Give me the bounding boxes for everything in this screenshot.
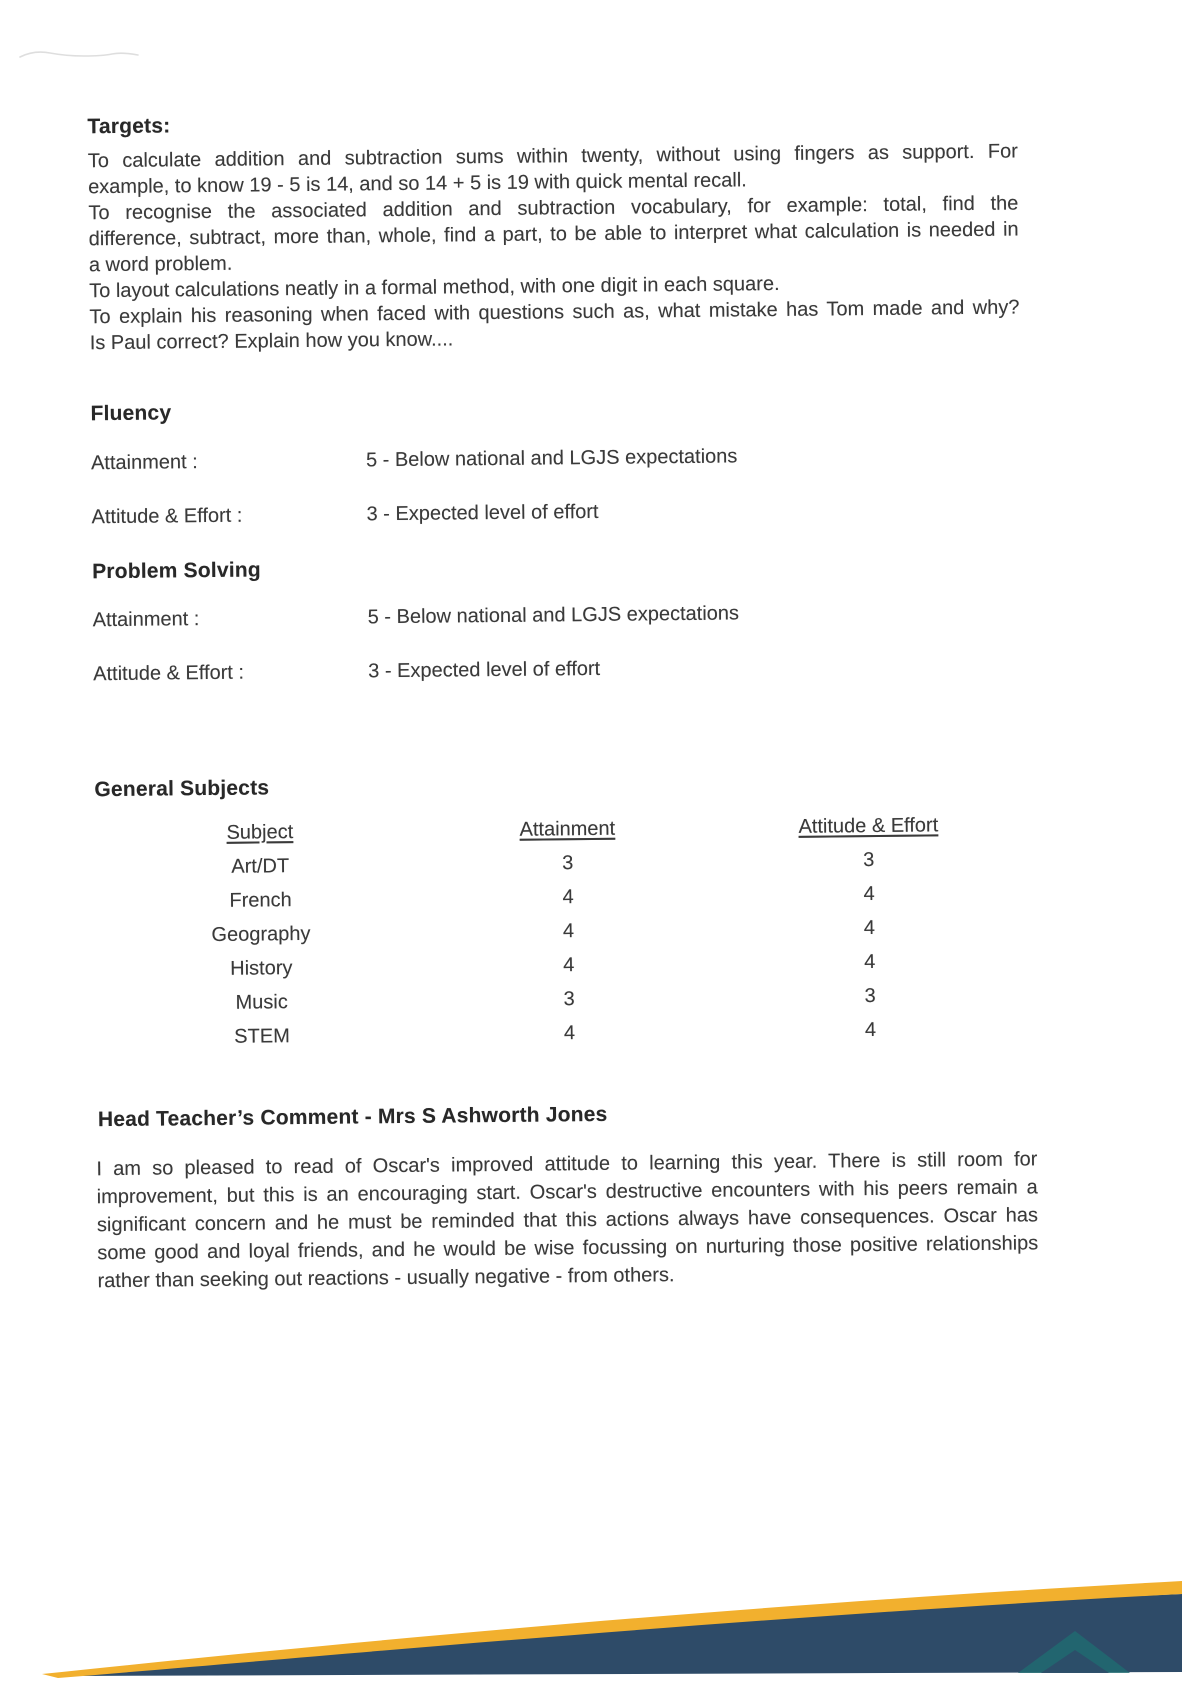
targets-line: To calculate addition and subtraction sums within twenty, without using fingers as support. For bbox=[87, 140, 1018, 173]
effort-value: 4 bbox=[864, 951, 876, 974]
subjects-table bbox=[95, 813, 1029, 1061]
targets-line: example, to know 19 - 5 is 14, and so 14 + 5 is 19 with quick mental recall. bbox=[88, 169, 747, 199]
effort-value: 4 bbox=[864, 1019, 877, 1042]
metric-value: 3 - Expected level of effort bbox=[366, 500, 599, 526]
attainment-value: 4 bbox=[562, 920, 575, 943]
targets-line: a word problem. bbox=[88, 252, 233, 277]
targets-line: To recognise the associated addition and subtraction vocabulary, for example: total, find the bbox=[88, 192, 1019, 225]
head-teacher-comment bbox=[96, 1145, 1038, 1295]
metric-row bbox=[91, 495, 1021, 529]
footer-swoosh bbox=[0, 1442, 1182, 1682]
metric-value: 3 - Expected level of effort bbox=[368, 657, 601, 683]
attainment-value: 4 bbox=[563, 954, 575, 977]
subject-name: Music bbox=[235, 991, 288, 1014]
attainment-value: 3 bbox=[562, 852, 574, 875]
comment-line: significant concern and he must be reminded that this actions always have consequences. Oscar has bbox=[96, 1204, 1039, 1237]
comment-line: rather than seeking out reactions - usually negative - from others. bbox=[97, 1264, 675, 1293]
metric-value: 5 - Below national and LGJS expectations bbox=[365, 445, 738, 472]
targets-line: difference, subtract, more than, whole, find a part, to be able to interpret what calculation is needed in bbox=[88, 218, 1019, 251]
subject-name: STEM bbox=[234, 1025, 290, 1048]
attainment-value: 4 bbox=[562, 886, 574, 909]
metric-row bbox=[93, 652, 1023, 686]
problem-solving-heading: Problem Solving bbox=[92, 558, 261, 584]
metric-row bbox=[93, 598, 1023, 632]
comment-line: improvement, but this is an encouraging start. Oscar's destructive encounters with his peers remain a bbox=[96, 1176, 1038, 1209]
comment-line: some good and loyal friends, and he would be wise focussing on nurturing those positive relationships bbox=[97, 1232, 1039, 1265]
effort-value: 3 bbox=[863, 849, 875, 872]
head-teacher-heading: Head Teacher’s Comment - Mrs S Ashworth Jones bbox=[97, 1102, 608, 1132]
subject-name: French bbox=[229, 889, 292, 912]
subject-name: Geography bbox=[211, 922, 311, 946]
metric-label: Attitude & Effort : bbox=[93, 661, 245, 686]
targets-line: To layout calculations neatly in a formal method, with one digit in each square. bbox=[89, 272, 780, 303]
metric-label: Attainment : bbox=[92, 608, 200, 632]
targets-line: Is Paul correct? Explain how you know.... bbox=[89, 328, 454, 355]
column-header-subject: Subject bbox=[226, 821, 294, 844]
column-header-attainment: Attainment bbox=[519, 817, 616, 841]
subject-name: History bbox=[230, 957, 293, 980]
swoosh-navy-band bbox=[70, 1594, 1182, 1676]
metric-label: Attainment : bbox=[90, 451, 198, 475]
attainment-value: 3 bbox=[563, 988, 575, 1011]
effort-value: 4 bbox=[863, 883, 875, 906]
targets-paragraphs bbox=[88, 138, 1020, 356]
column-header-effort: Attitude & Effort bbox=[798, 814, 939, 838]
effort-value: 4 bbox=[863, 917, 876, 940]
targets-line: To explain his reasoning when faced with questions such as, what mistake has Tom made and why? bbox=[89, 296, 1020, 329]
metric-row bbox=[91, 441, 1021, 475]
attainment-value: 4 bbox=[563, 1022, 576, 1045]
metric-value: 5 - Below national and LGJS expectations bbox=[367, 602, 740, 629]
metric-label: Attitude & Effort : bbox=[91, 504, 243, 529]
effort-value: 3 bbox=[864, 985, 876, 1008]
targets-heading: Targets: bbox=[87, 114, 171, 139]
general-subjects-heading: General Subjects bbox=[94, 776, 270, 802]
comment-line: I am so pleased to read of Oscar's improved attitude to learning this year. There is still room for bbox=[96, 1148, 1038, 1181]
subject-name: Art/DT bbox=[231, 855, 290, 878]
fluency-heading: Fluency bbox=[90, 401, 172, 426]
